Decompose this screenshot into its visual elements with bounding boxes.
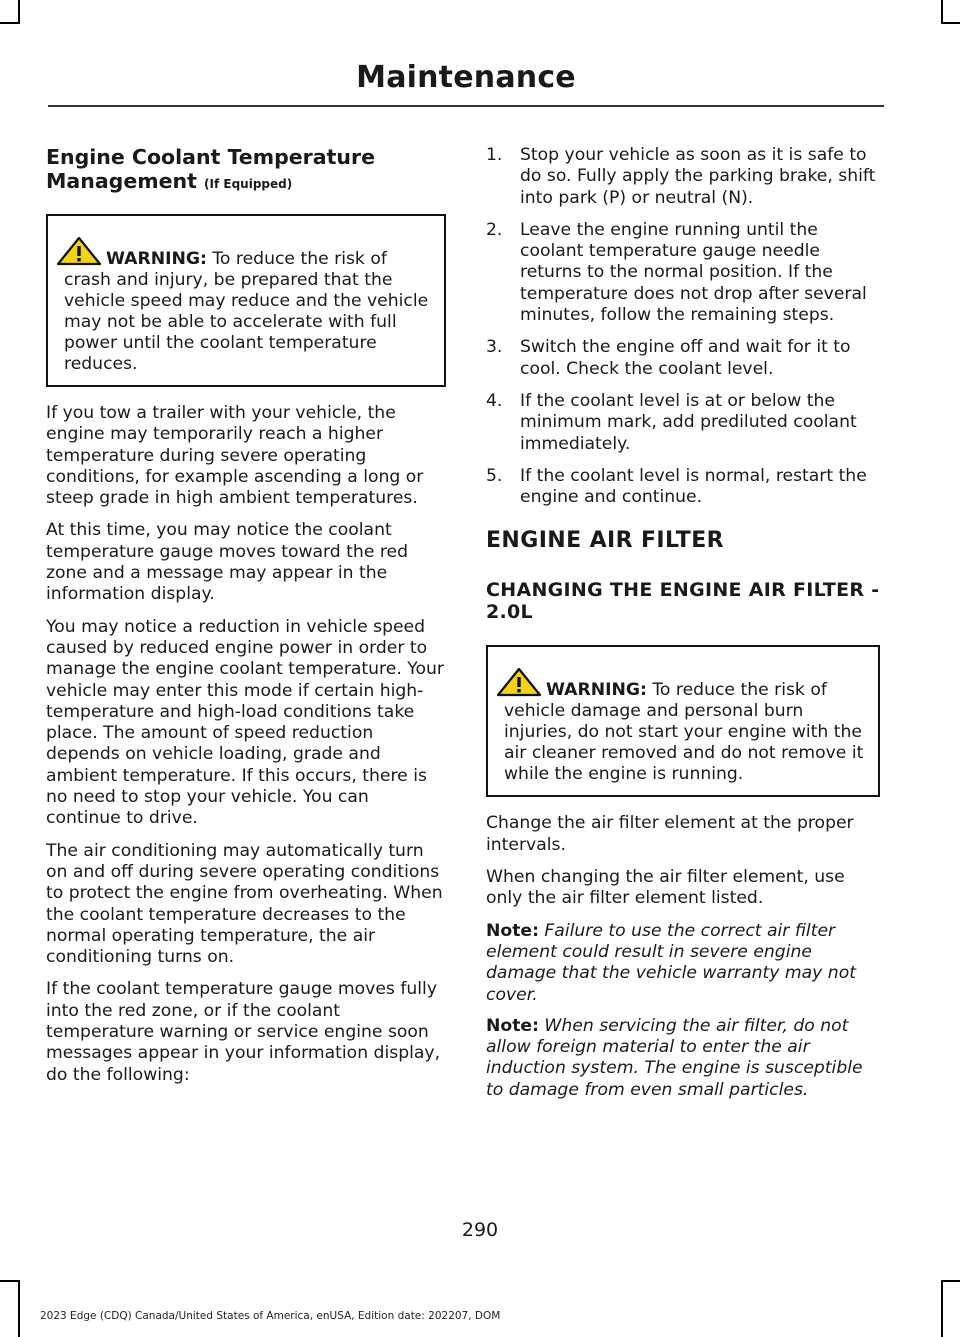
- warning-box: [46, 214, 446, 387]
- note: [486, 1016, 880, 1101]
- crop-mark: [941, 22, 960, 24]
- step-text: If the coolant level is at or below the minimum mark, add prediluted coolant immediately.: [520, 390, 857, 454]
- warning-text: To reduce the risk of crash and injury, be prepared that the vehicle speed may reduce and the vehicle may not be able to accelerate with full power until the coolant temperature reduces.: [64, 249, 429, 374]
- paragraph: If you tow a trailer with your vehicle, the engine may temporarily reach a higher temperature during severe operating conditions, for example ascending a long or steep grade in high ambient temperatures.: [46, 403, 424, 509]
- step-number: 2.: [486, 219, 503, 240]
- sub-heading: CHANGING THE ENGINE AIR FILTER - 2.0L: [486, 579, 880, 624]
- warning-label: WARNING:: [546, 680, 647, 701]
- page-title: Maintenance: [356, 60, 576, 95]
- crop-mark: [0, 1280, 20, 1282]
- section-title-text: Engine Coolant Temperature Management: [46, 145, 375, 193]
- note-text: Failure to use the correct air filter element could result in severe engine damage that the vehicle warranty may not cover.: [486, 920, 856, 1005]
- right-column: [486, 145, 880, 1111]
- crop-mark: [0, 22, 20, 24]
- crop-mark: [18, 1280, 20, 1337]
- crop-mark: [941, 1280, 943, 1337]
- step-item: [486, 220, 880, 326]
- note: [486, 921, 880, 1006]
- note-text: When servicing the air filter, do not allow foreign material to enter the air induction system. The engine is susceptible to damage from even small particles.: [486, 1015, 863, 1100]
- procedure-steps: [486, 145, 880, 508]
- section-title: [46, 145, 446, 196]
- warning-text: To reduce the risk of vehicle damage and personal burn injuries, do not start your engine with the air cleaner removed and do not remove it while the engine is running.: [504, 680, 864, 785]
- warning-triangle-icon: [496, 667, 542, 697]
- step-text: If the coolant level is normal, restart the engine and continue.: [520, 465, 867, 508]
- note-label: Note:: [486, 920, 539, 941]
- step-item: [486, 145, 880, 209]
- major-heading: ENGINE AIR FILTER: [486, 528, 724, 554]
- note-label: Note:: [486, 1015, 539, 1036]
- step-text: Leave the engine running until the coolant temperature gauge needle returns to the normal position. If the temperature does not drop after several minutes, follow the remaining steps.: [520, 219, 867, 326]
- paragraph: The air conditioning may automatically turn on and off during severe operating conditions to protect the engine from overheating. When the coolant temperature decreases to the normal operating temperature, the air conditioning turns on.: [46, 840, 443, 968]
- left-column: [46, 145, 446, 1097]
- section-tag: (If Equipped): [204, 177, 293, 191]
- step-number: 3.: [486, 337, 503, 358]
- crop-mark: [941, 1280, 960, 1282]
- paragraph: If the coolant temperature gauge moves fully into the red zone, or if the coolant temperature warning or service engine soon messages appear in your information display, do the following:: [46, 979, 441, 1085]
- page-number: 290: [461, 1219, 499, 1241]
- warning-box: [486, 645, 880, 797]
- step-text: Switch the engine off and wait for it to cool. Check the coolant level.: [520, 337, 851, 379]
- step-item: [486, 466, 880, 509]
- paragraph: When changing the air filter element, use only the air filter element listed.: [486, 867, 845, 909]
- warning-triangle-icon: [56, 236, 102, 266]
- step-item: [486, 337, 880, 380]
- edition-footer: 2023 Edge (CDQ) Canada/United States of America, enUSA, Edition date: 202207, DOM: [40, 1310, 501, 1322]
- warning-label: WARNING:: [106, 249, 207, 269]
- crop-mark: [941, 0, 943, 24]
- step-number: 4.: [486, 390, 503, 411]
- step-item: [486, 391, 880, 455]
- crop-mark: [18, 0, 20, 24]
- step-number: 5.: [486, 465, 503, 486]
- paragraph: At this time, you may notice the coolant temperature gauge moves toward the red zone and a message may appear in the information display.: [46, 520, 409, 605]
- step-number: 1.: [486, 145, 503, 165]
- paragraph: Change the air filter element at the proper intervals.: [486, 813, 854, 855]
- step-text: Stop your vehicle as soon as it is safe to do so. Fully apply the parking brake, shift into park (P) or neutral (N).: [520, 145, 876, 208]
- header-divider: [48, 105, 884, 107]
- paragraph: You may notice a reduction in vehicle speed caused by reduced engine power in order to manage the engine coolant temperature. Your vehicle may enter this mode if certain high-temperature and high-load conditions take place. The amount of speed reduction depends on vehicle loading, grade and ambient temperature. If this occurs, there is no need to stop your vehicle. You can continue to drive.: [46, 616, 444, 829]
